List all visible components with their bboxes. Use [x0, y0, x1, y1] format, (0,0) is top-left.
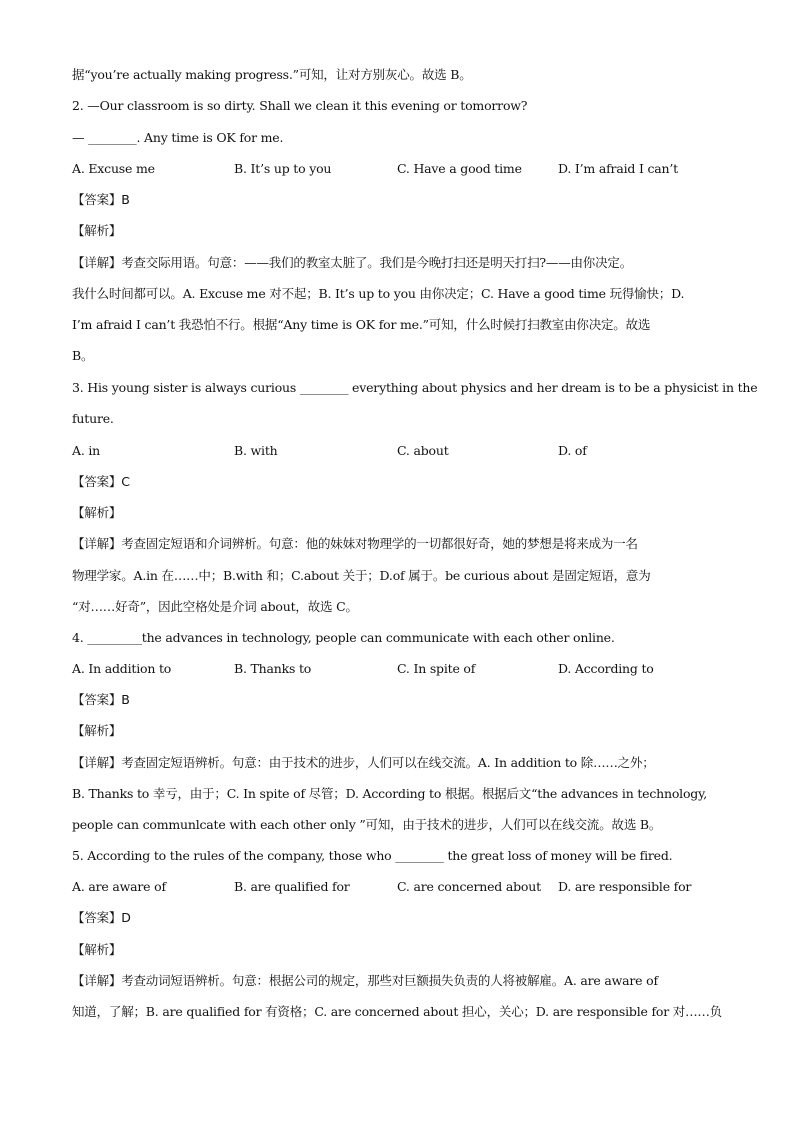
answer-label: 【答案】D	[72, 910, 131, 925]
question-3-stem: 3. His young sister is always curious ________ everything about physics and her dream is to be a physicist in the	[72, 380, 758, 395]
option-c: C. In spite of	[397, 661, 476, 676]
detail-line: B。	[72, 348, 94, 363]
option-d: D. According to	[558, 661, 654, 676]
detail-line: 【详解】考查固定短语和介词辨析。句意：他的妹妹对物理学的一切都很好奇，她的梦想是将来成为一名	[72, 536, 638, 551]
analysis-label: 【解析】	[72, 723, 122, 738]
option-b: B. are qualified for	[234, 879, 350, 894]
analysis-label: 【解析】	[72, 942, 122, 957]
option-b: B. with	[234, 443, 278, 458]
option-c: C. are concerned about	[397, 879, 541, 894]
detail-line: 我什么时间都可以。A. Excuse me 对不起；B. It’s up to you 由你决定；C. Have a good time 玩得愉快；D.	[72, 286, 685, 301]
analysis-label: 【解析】	[72, 505, 122, 520]
analysis-label: 【解析】	[72, 223, 122, 238]
detail-line: 知道，了解；B. are qualified for 有资格；C. are concerned about 担心，关心；D. are responsible for 对……负	[72, 1004, 722, 1019]
option-a: A. In addition to	[72, 661, 172, 676]
question-5-stem: 5. According to the rules of the company, those who ________ the great loss of money will be fired.	[72, 848, 673, 863]
option-d: D. I’m afraid I can’t	[558, 161, 678, 176]
question-4-stem: 4. _________the advances in technology, people can communicate with each other online.	[72, 630, 615, 645]
explanation-continuation: 据“you’re actually making progress.”可知，让对方别灰心。故选 B。	[72, 67, 472, 82]
detail-line: 【详解】考查动词短语辨析。句意：根据公司的规定，那些对巨额损失负责的人将被解雇。A. are aware of	[72, 973, 658, 988]
answer-label: 【答案】B	[72, 692, 130, 707]
option-b: B. Thanks to	[234, 661, 312, 676]
option-b: B. It’s up to you	[234, 161, 332, 176]
option-a: A. are aware of	[72, 879, 166, 894]
detail-line: B. Thanks to 幸亏，由于；C. In spite of 尽管；D. According to 根据。根据后文“the advances in technology,	[72, 786, 708, 801]
question-2-stem-line2: — ________. Any time is OK for me.	[72, 130, 284, 145]
detail-line: 【详解】考查固定短语辨析。句意：由于技术的进步，人们可以在线交流。A. In addition to 除……之外；	[72, 755, 655, 770]
detail-line: 【详解】考查交际用语。句意：——我们的教室太脏了。我们是今晚打扫还是明天打扫?——由你决定。	[72, 255, 633, 270]
option-c: C. about	[397, 443, 449, 458]
option-d: D. are responsible for	[558, 879, 692, 894]
detail-line: 物理学家。A.in 在……中；B.with 和；C.about 关于；D.of 属于。be curious about 是固定短语，意为	[72, 568, 651, 583]
option-c: C. Have a good time	[397, 161, 522, 176]
answer-label: 【答案】C	[72, 474, 130, 489]
question-2-stem: 2. —Our classroom is so dirty. Shall we clean it this evening or tomorrow?	[72, 98, 528, 113]
question-3-stem-line2: future.	[72, 411, 114, 426]
detail-line: “对……好奇”，因此空格处是介词 about，故选 C。	[72, 599, 358, 614]
detail-line: I’m afraid I can’t 我恐怕不行。根据“Any time is OK for me.”可知，什么时候打扫教室由你决定。故选	[72, 317, 651, 332]
option-a: A. Excuse me	[72, 161, 155, 176]
detail-line: people can communlcate with each other only ”可知，由于技术的进步，人们可以在线交流。故选 B。	[72, 817, 662, 832]
answer-label: 【答案】B	[72, 192, 130, 207]
option-d: D. of	[558, 443, 587, 458]
option-a: A. in	[72, 443, 101, 458]
